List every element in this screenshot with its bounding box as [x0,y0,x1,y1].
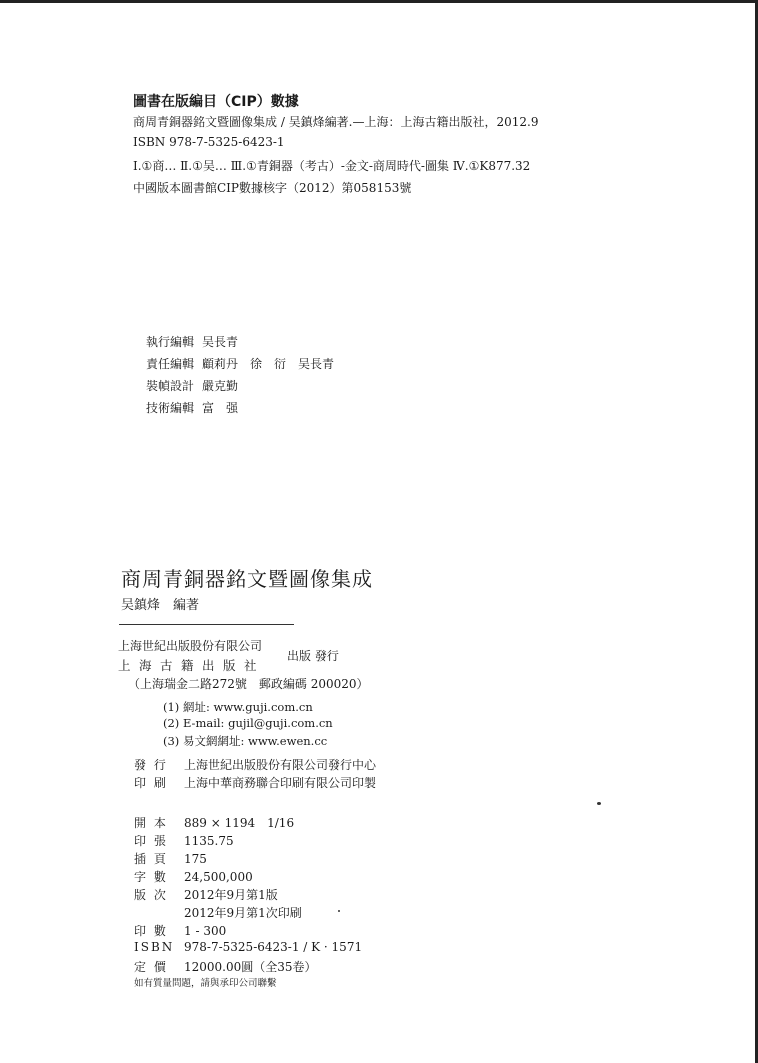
publisher-press: 上海古籍出版社 [118,658,266,673]
spec-value: 2012年9月第1版 [184,888,278,902]
spec-row-format [134,814,294,831]
spec-row-edition [134,886,278,903]
staff-names: 吴長青 [202,335,239,349]
staff-row [146,377,238,394]
distribution-value: 上海世紀出版股份有限公司發行中心 [184,758,377,772]
spec-label: 插 頁 [134,852,168,866]
spec-value: 175 [184,852,207,866]
scan-speck [597,802,601,805]
scan-speck [338,910,340,912]
publisher-address: （上海瑞金二路272號 郵政編碼 200020） [128,677,369,691]
printing-row [134,774,376,791]
spec-value: 12000.00圓（全35卷） [184,960,317,974]
staff-row [146,399,238,416]
staff-names: 嚴克勤 [202,379,239,393]
book-author: 吴鎮烽 編著 [121,598,200,613]
spec-row-price [134,958,317,975]
cip-heading: 圖書在版編目（CIP）數據 [133,94,299,110]
spec-value: 24,500,000 [184,870,253,884]
spec-value: 889 × 1194 1/16 [184,816,295,830]
publisher-email: (2) E-mail: gujil@guji.com.cn [163,716,333,730]
spec-label: ISBN [134,940,175,954]
publisher-company: 上海世紀出版股份有限公司 [118,639,263,653]
publisher-website: (1) 網址: www.guji.com.cn [163,700,313,714]
publisher-role: 出版 發行 [287,649,339,663]
spec-value: 1135.75 [184,834,234,848]
cip-line: 中國版本圖書館CIP數據核字（2012）第058153號 [133,181,412,195]
staff-role: 技術編輯 [146,401,195,415]
staff-names: 顧莉丹 徐 衍 吴長青 [202,357,335,371]
divider-rule [119,624,294,625]
spec-label: 定 價 [134,960,168,974]
book-title: 商周青銅器銘文暨圖像集成 [121,567,373,591]
spec-value: 1 - 300 [184,924,227,938]
spec-label: 開 本 [134,816,168,830]
distribution-row [134,756,376,773]
staff-row [146,355,334,372]
scan-edge-top [0,0,758,3]
spec-label: 字 數 [134,870,168,884]
staff-role: 裝幀設計 [146,379,195,393]
spec-row-plates [134,850,207,867]
spec-row-print-run [134,922,226,939]
cip-line: Ⅰ.①商… Ⅱ.①吴… Ⅲ.①青銅器（考古）-金文-商周時代-圖集 Ⅳ.①K877.32 [133,159,531,173]
spec-label: 印 數 [134,924,168,938]
cip-line: 商周青銅器銘文暨圖像集成 / 吴鎮烽編著.—上海：上海古籍出版社，2012.9 [133,115,539,129]
spec-label: 版 次 [134,888,168,902]
cip-line: ISBN 978-7-5325-6423-1 [133,135,285,149]
spec-value: 978-7-5325-6423-1 / K · 1571 [184,940,363,954]
spec-label: 印 張 [134,834,168,848]
staff-row [146,333,238,350]
publisher-ewen-website: (3) 易文網網址: www.ewen.cc [163,734,328,748]
quality-notice: 如有質量問題，請與承印公司聯繫 [134,978,277,989]
staff-role: 執行編輯 [146,335,195,349]
distribution-label: 發 行 [134,758,168,772]
spec-row-sheets [134,832,234,849]
printing-label: 印 刷 [134,776,168,790]
spec-row-isbn [134,940,362,954]
spec-edition-printing: 2012年9月第1次印刷 [184,906,302,920]
printing-value: 上海中華商務聯合印刷有限公司印製 [184,776,377,790]
staff-role: 責任編輯 [146,357,195,371]
spec-row-wordcount [134,868,253,885]
staff-names: 富 强 [202,401,239,415]
